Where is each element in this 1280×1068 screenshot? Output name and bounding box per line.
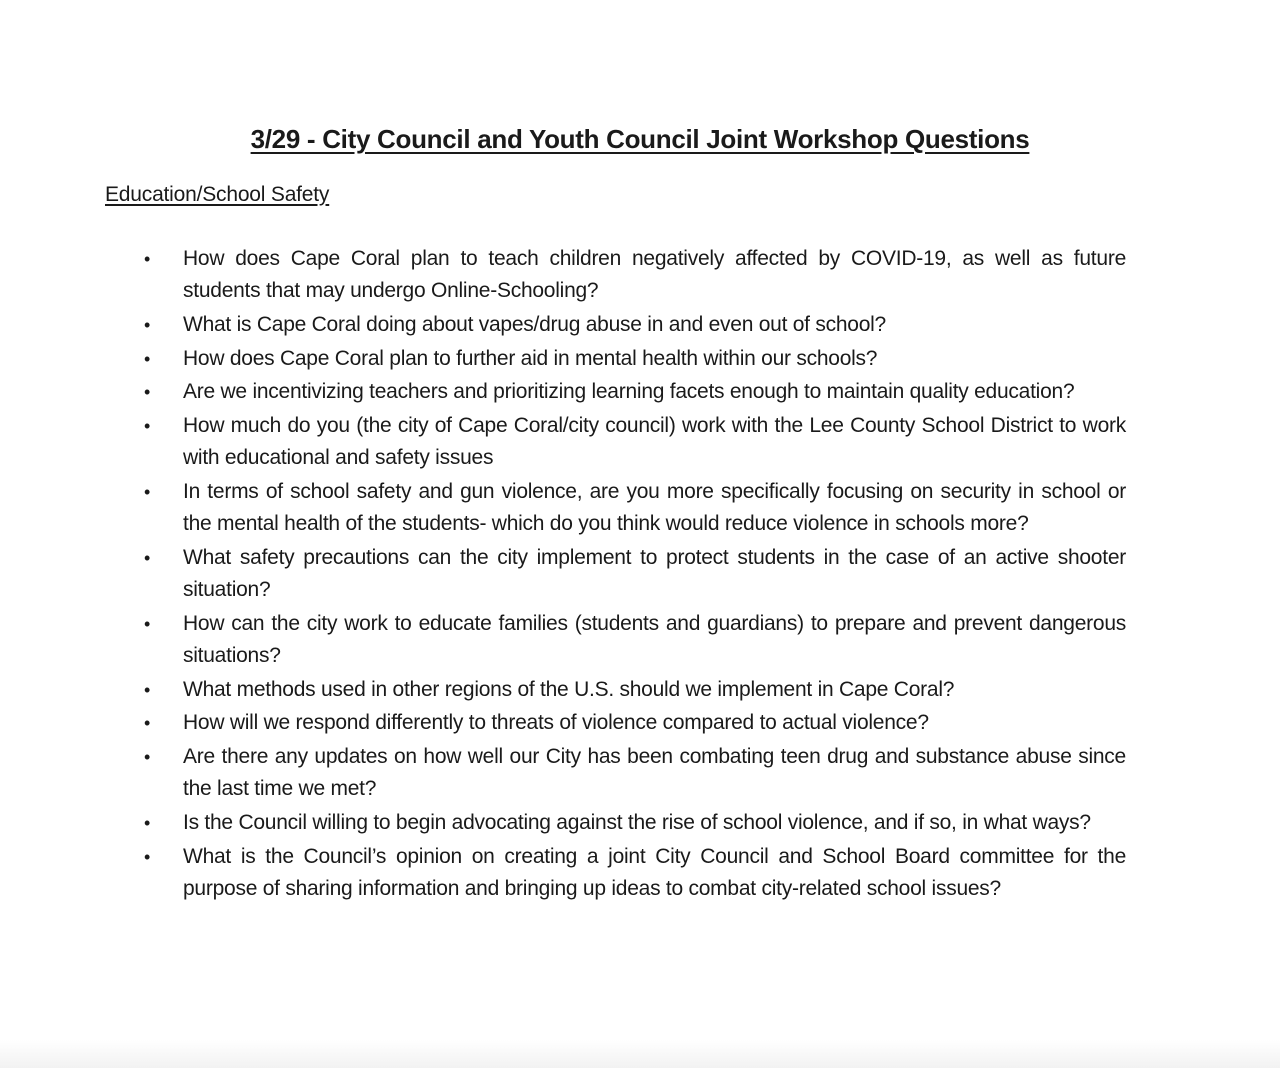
question-item bbox=[140, 674, 1126, 706]
bullet-icon: • bbox=[144, 679, 151, 700]
question-text: Is the Council willing to begin advocating against the rise of school violence, and if so, in what ways? bbox=[183, 810, 1091, 834]
question-item bbox=[140, 410, 1126, 475]
question-text: How does Cape Coral plan to further aid in mental health within our schools? bbox=[183, 346, 878, 370]
bullet-icon: • bbox=[144, 382, 151, 403]
bullet-icon: • bbox=[144, 249, 151, 269]
bullet-icon: • bbox=[144, 415, 151, 436]
bullet-icon: • bbox=[144, 613, 151, 634]
bullet-icon: • bbox=[144, 746, 151, 767]
question-text: Are there any updates on how well our City has been combating teen drug and substance abuse since the last time we met? bbox=[183, 744, 1126, 801]
question-text: How will we respond differently to threats of violence compared to actual violence? bbox=[183, 711, 929, 735]
page-bottom-edge bbox=[0, 1040, 1280, 1068]
question-item bbox=[140, 343, 1126, 375]
question-item bbox=[140, 741, 1126, 806]
bullet-icon: • bbox=[144, 348, 151, 369]
document-title: 3/29 - City Council and Youth Council Joint Workshop Questions bbox=[250, 124, 1030, 154]
question-item bbox=[140, 608, 1126, 673]
question-item bbox=[140, 542, 1126, 607]
bullet-icon: • bbox=[144, 812, 151, 833]
question-item bbox=[140, 309, 1126, 341]
question-text: What is Cape Coral doing about vapes/drug abuse in and even out of school? bbox=[183, 313, 886, 336]
question-item bbox=[140, 376, 1126, 408]
question-text: How can the city work to educate families (students and guardians) to prepare and prevent dangerous situations? bbox=[183, 611, 1126, 668]
question-item bbox=[140, 841, 1126, 906]
question-text: Are we incentivizing teachers and prioritizing learning facets enough to maintain quality education? bbox=[183, 380, 1075, 404]
question-list bbox=[140, 243, 1126, 907]
question-text: How does Cape Coral plan to teach children negatively affected by COVID-19, as well as future students that may undergo Online-Schooling? bbox=[183, 247, 1126, 303]
question-text: How much do you (the city of Cape Coral/city council) work with the Lee County School District to work with educational and safety issues bbox=[183, 413, 1126, 470]
question-item bbox=[140, 476, 1126, 541]
question-item bbox=[140, 707, 1126, 739]
question-text: What is the Council’s opinion on creating a joint City Council and School Board committee for the purpose of sharing information and bringing up ideas to combat city-related school issues? bbox=[183, 844, 1126, 900]
section-heading: Education/School Safety bbox=[105, 183, 330, 206]
bullet-icon: • bbox=[144, 846, 151, 867]
bullet-icon: • bbox=[144, 315, 151, 335]
question-item bbox=[140, 807, 1126, 839]
question-text: What methods used in other regions of the U.S. should we implement in Cape Coral? bbox=[183, 677, 955, 701]
question-text: What safety precautions can the city implement to protect students in the case of an active shooter situation? bbox=[183, 545, 1126, 602]
bullet-icon: • bbox=[144, 481, 151, 502]
question-text: In terms of school safety and gun violence, are you more specifically focusing on security in school or the mental health of the students- which do you think would reduce violence in schools more? bbox=[183, 479, 1126, 536]
bullet-icon: • bbox=[144, 713, 151, 734]
question-item bbox=[140, 243, 1126, 308]
bullet-icon: • bbox=[144, 547, 151, 568]
